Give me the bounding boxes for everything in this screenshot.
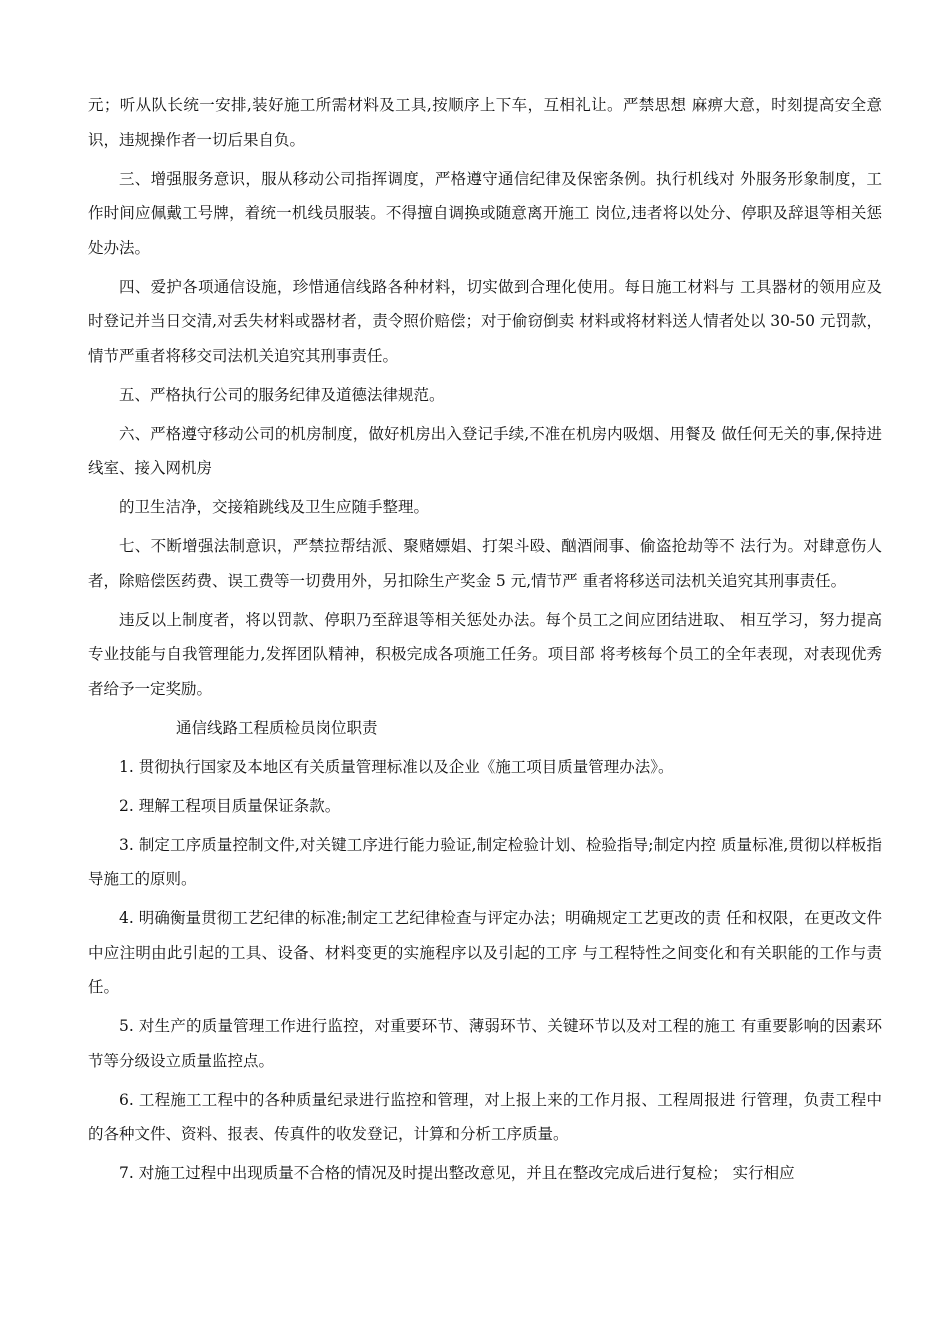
document-page	[88, 88, 882, 1195]
duty-item-5: 5. 对生产的质量管理工作进行监控，对重要环节、薄弱环节、关键环节以及对工程的施工 有重要影响的因素环节等分级设立质量监控点。	[88, 1017, 882, 1070]
duty-item-6: 6. 工程施工工程中的各种质量纪录进行监控和管理，对上报上来的工作月报、工程周报进 行管理，负责工程中的各种文件、资料、报表、传真件的收发登记，计算和分析工序质量。	[88, 1090, 882, 1143]
paragraph-rule-7: 七、不断增强法制意识，严禁拉帮结派、聚赌嫖娼、打架斗殴、酗酒闹事、偷盗抢劫等不 法行为。对肆意伤人者，除赔偿医药费、误工费等一切费用外，另扣除生产奖金 5 元,情节严 重者将移送司法机关追究其刑事责任。	[88, 537, 882, 590]
paragraph-continued: 元；听从队长统一安排,装好施工所需材料及工具,按顺序上下车，互相礼让。严禁思想 麻痹大意，时刻提高安全意识，违规操作者一切后果自负。	[88, 96, 882, 149]
duty-item-1: 1. 贯彻执行国家及本地区有关质量管理标准以及企业《施工项目质量管理办法》。	[119, 757, 674, 776]
section-title: 通信线路工程质检员岗位职责	[176, 718, 378, 737]
duty-item-7: 7. 对施工过程中出现质量不合格的情况及时提出整改意见，并且在整改完成后进行复检； 实行相应	[119, 1164, 795, 1182]
paragraph-rule-3: 三、增强服务意识，服从移动公司指挥调度，严格遵守通信纪律及保密条例。执行机线对 外服务形象制度，工作时间应佩戴工号牌，着统一机线员服装。不得擅自调换或随意离开施工 岗位,违者将以处分、停职及辞退等相关惩处办法。	[88, 169, 882, 257]
paragraph-rule-5: 五、严格执行公司的服务纪律及道德法律规范。	[119, 385, 445, 404]
paragraph-penalty-summary: 违反以上制度者，将以罚款、停职乃至辞退等相关惩处办法。每个员工之间应团结进取、 相互学习，努力提高专业技能与自我管理能力,发挥团队精神，积极完成各项施工任务。项目部 将考核每个员工的全年表现，对表现优秀者给予一定奖励。	[88, 610, 882, 698]
paragraph-rule-4: 四、爱护各项通信设施，珍惜通信线路各种材料，切实做到合理化使用。每日施工材料与 工具器材的领用应及时登记并当日交清,对丢失材料或器材者，责令照价赔偿；对于偷窃倒卖 材料或将材料送人情者处以 30-50 元罚款，情节严重者将移交司法机关追究其刑事责任。	[88, 277, 882, 365]
paragraph-rule-6: 六、严格遵守移动公司的机房制度，做好机房出入登记手续,不准在机房内吸烟、用餐及 做任何无关的事,保持进线室、接入网机房	[88, 424, 882, 477]
duty-item-3: 3. 制定工序质量控制文件,对关键工序进行能力验证,制定检验计划、检验指导;制定内控 质量标准,贯彻以样板指导施工的原则。	[88, 835, 882, 888]
duty-item-4: 4. 明确衡量贯彻工艺纪律的标准;制定工艺纪律检查与评定办法；明确规定工艺更改的责 任和权限，在更改文件中应注明由此引起的工具、设备、材料变更的实施程序以及引起的工序 与工程特性之间变化和有关职能的工作与责任。	[88, 909, 882, 996]
paragraph-rule-6-continued: 的卫生洁净，交接箱跳线及卫生应随手整理。	[119, 498, 430, 516]
duty-item-2: 2. 理解工程项目质量保证条款。	[119, 796, 341, 815]
